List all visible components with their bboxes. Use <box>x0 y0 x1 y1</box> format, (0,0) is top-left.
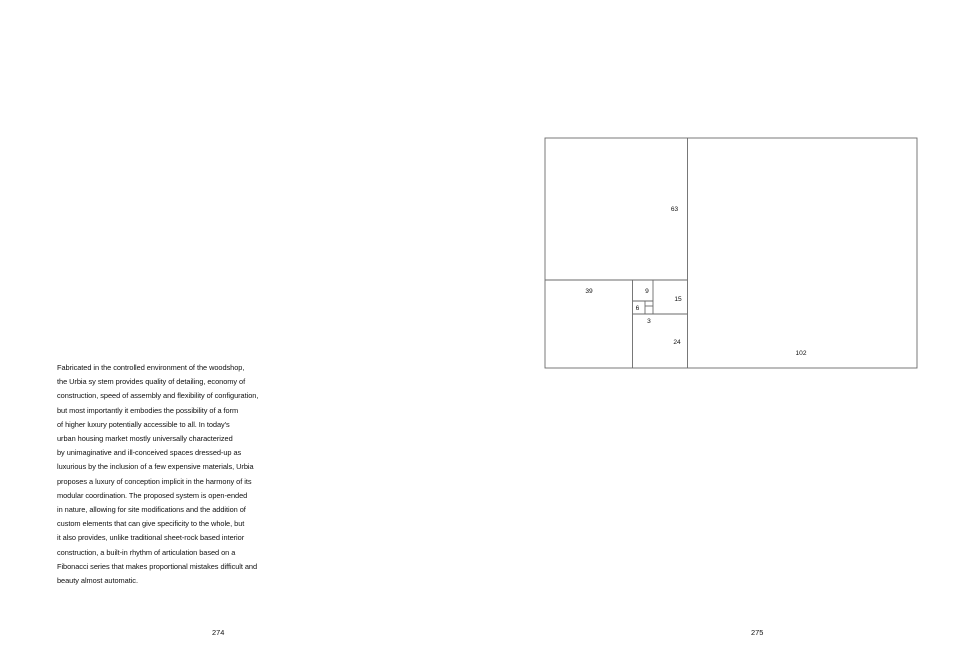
label-9: 9 <box>645 288 649 295</box>
fibonacci-grid-diagram <box>482 0 964 666</box>
page-number: 275 <box>751 628 764 637</box>
paragraph-line: Fibonacci series that makes proportional mistakes difficult and <box>57 561 258 571</box>
paragraph-line: Fabricated in the controlled environment of the woodshop, <box>57 363 245 372</box>
paragraph-line: the Urbia sy stem provides quality of detailing, economy of <box>57 377 246 387</box>
label-102: 102 <box>795 350 807 357</box>
paragraph-line: urban housing market mostly universally characterized <box>57 434 233 444</box>
label-15: 15 <box>674 296 682 303</box>
label-3: 3 <box>647 318 651 325</box>
paragraph-line: it also provides, unlike traditional sheet-rock based interior <box>57 533 245 543</box>
right-page <box>482 0 964 666</box>
outer-frame <box>545 138 917 368</box>
page-number: 274 <box>212 628 225 637</box>
label-63: 63 <box>670 206 679 213</box>
paragraph-line: custom elements that can give specificity to the whole, but <box>57 519 245 529</box>
paragraph-line: luxurious by the inclusion of a few expensive materials, Urbia <box>57 462 254 472</box>
paragraph-line: of higher luxury potentially accessible to all. In today's <box>57 419 230 429</box>
paragraph-line: beauty almost automatic. <box>57 576 138 586</box>
paragraph-line: construction, speed of assembly and flexibility of configuration, <box>57 391 259 401</box>
body-paragraph <box>57 361 307 588</box>
paragraph-line: modular coordination. The proposed system is open-ended <box>57 490 248 500</box>
label-39: 39 <box>585 288 593 295</box>
paragraph-line: but most importantly it embodies the possibility of a form <box>57 405 239 415</box>
label-6: 6 <box>635 305 640 312</box>
paragraph-line: in nature, allowing for site modifications and the addition of <box>57 505 246 515</box>
label-24: 24 <box>673 339 681 346</box>
paragraph-line: by unimaginative and ill-conceived spaces dressed-up as <box>57 448 242 458</box>
paragraph-line: proposes a luxury of conception implicit in the harmony of its <box>57 476 252 486</box>
paragraph-line: construction, a built-in rhythm of articulation based on a <box>57 547 236 557</box>
